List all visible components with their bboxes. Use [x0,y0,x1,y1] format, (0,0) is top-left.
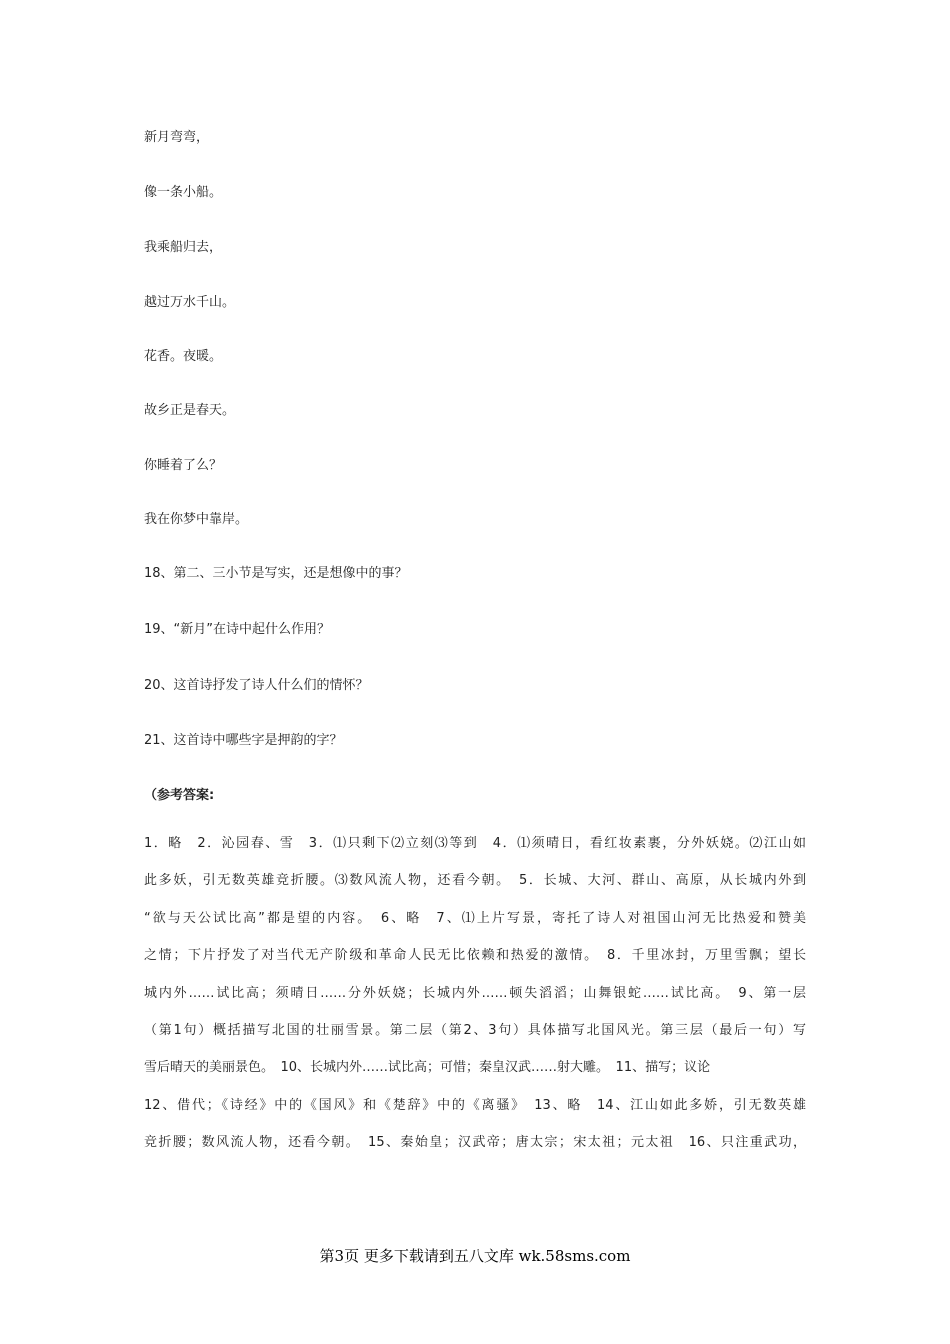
answer-block [144,834,806,1171]
question-19: 19、“新月”在诗中起什么作用？ [144,622,331,637]
answer-line: 1．略 2．沁园春、雪 3．⑴只剩下⑵立刻⑶等到 4．⑴须晴日，看红妆素裹，分外妖娆。⑵江山如 [144,836,806,851]
poem-line: 我在你梦中靠岸。 [144,512,249,527]
poem-line: 故乡正是春天。 [144,403,236,418]
page-footer: 第3页 更多下载请到五八文库 wk.58sms.com [319,1247,631,1265]
answer-line: 之情；下片抒发了对当代无产阶级和革命人民无比依赖和热爱的激情。 8．千里冰封，万里雪飘；望长 [144,948,806,964]
answer-line: 此多妖，引无数英雄竞折腰。⑶数风流人物，还看今朝。 5．长城、大河、群山、高原，从长城内外到 [144,873,806,889]
question-20: 20、这首诗抒发了诗人什么们的情怀？ [144,678,369,693]
poem-line: 越过万水千山。 [144,295,236,310]
poem-line: 花香。夜暖。 [144,349,223,364]
answer-heading: （参考答案: [144,788,215,803]
answer-line: “欲与天公试比高”都是望的内容。 6、略 7、⑴上片写景，寄托了诗人对祖国山河无比热爱和赞美 [144,910,806,926]
answer-line: 竞折腰；数风流人物，还看今朝。 15、秦始皇；汉武帝；唐太宗；宋太祖；元太祖 16、只注重武功， [144,1135,806,1151]
poem-line: 新月弯弯， [144,130,210,145]
poem-line: 像一条小船。 [144,185,223,200]
answer-line: 雪后晴天的美丽景色。 10、长城内外……试比高；可惜；秦皇汉武……射大雕。 11、描写；议论 [144,1060,711,1076]
answer-line: 12、借代；《诗经》中的《国风》和《楚辞》中的《离骚》 13、略 14、江山如此多娇，引无数英雄 [144,1097,806,1113]
answer-line: （第1句）概括描写北国的壮丽雪景。第二层（第2、3句）具体描写北国风光。第三层（最后一句）写 [144,1022,806,1038]
answer-line: 城内外……试比高；须晴日……分外妖娆；长城内外……顿失滔滔；山舞银蛇……试比高。 9、第一层 [144,985,806,1001]
poem-line: 你睡着了么？ [144,458,223,473]
poem-line: 我乘船归去， [144,240,223,255]
question-21: 21、这首诗中哪些字是押韵的字？ [144,733,343,748]
question-18: 18、第二、三小节是写实，还是想像中的事？ [144,566,408,581]
